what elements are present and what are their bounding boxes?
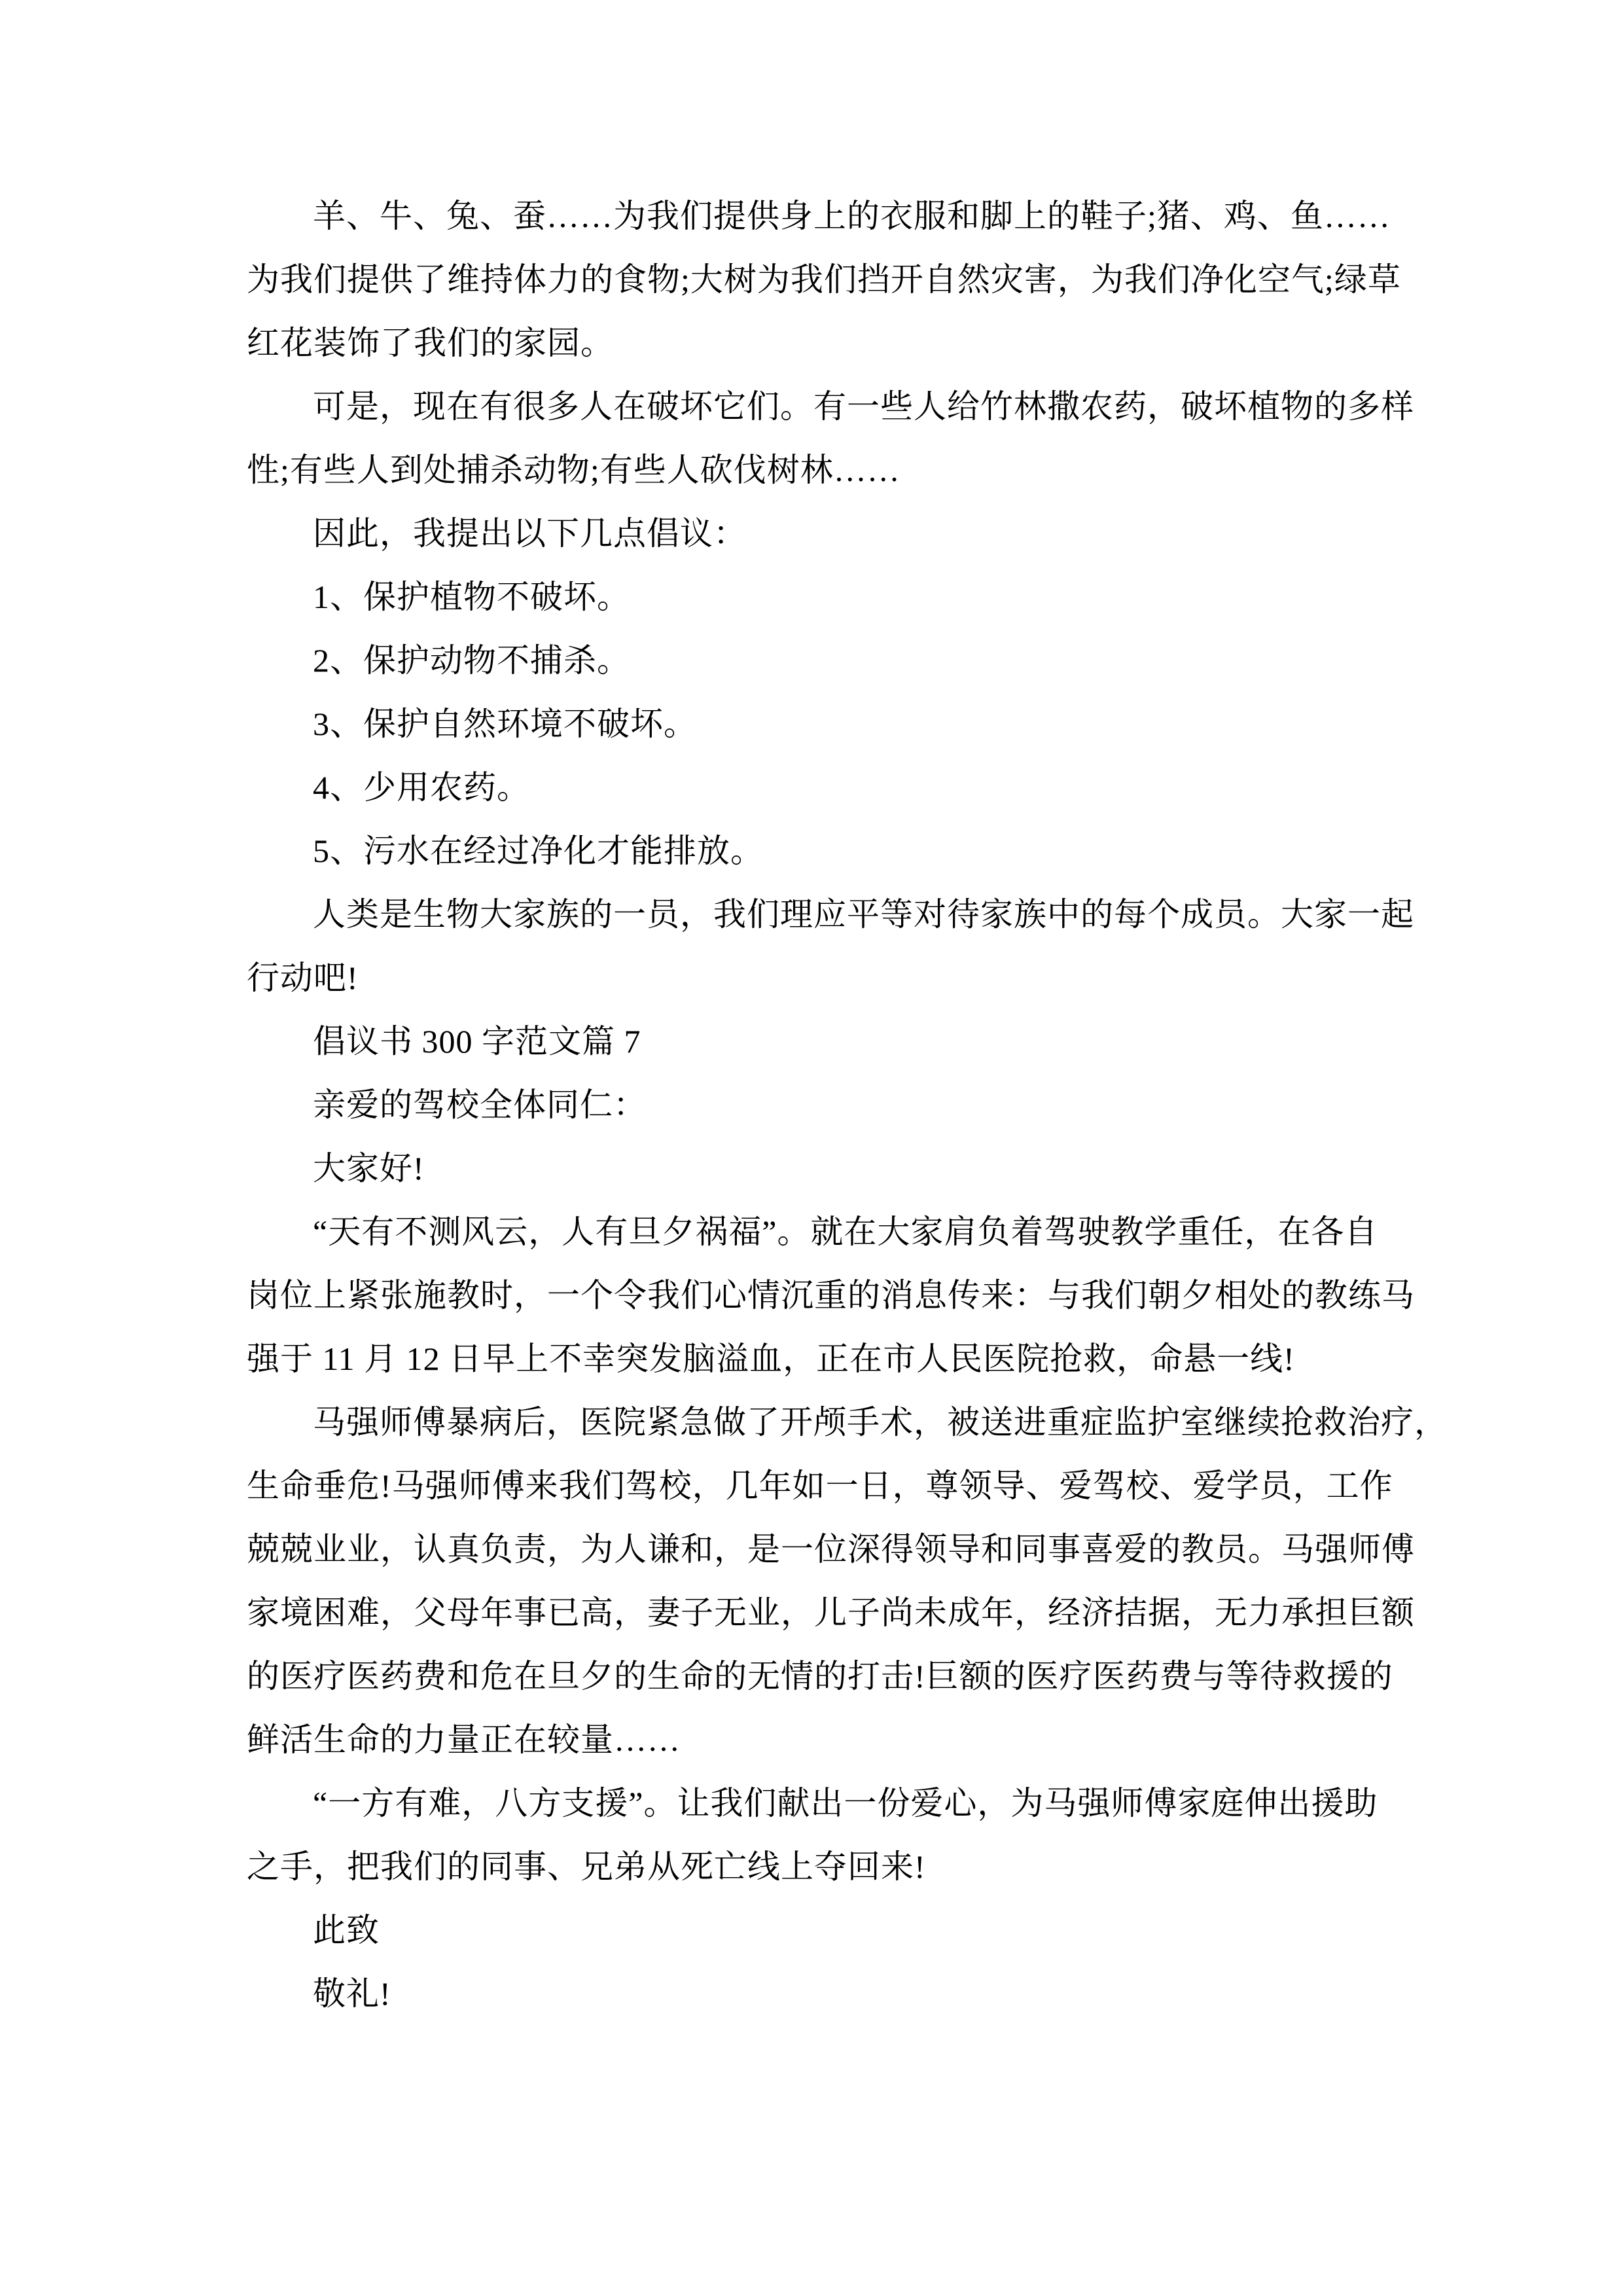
text-line: “天有不测风云，人有旦夕祸福”。就在大家肩负着驾驶教学重任，在各自 <box>313 1213 1378 1250</box>
text-line: 红花装饰了我们的家园。 <box>247 325 614 361</box>
text-line: 生命垂危!马强师傅来我们驾校，几年如一日，尊领导、爱驾校、爱学员，工作 <box>247 1467 1393 1504</box>
text-line: 鲜活生命的力量正在较量…… <box>247 1721 681 1758</box>
text-line: 亲爱的驾校全体同仁： <box>313 1086 647 1123</box>
text-line: 因此，我提出以下几点倡议： <box>313 515 747 552</box>
text-line: 强于 11 月 12 日早上不幸突发脑溢血，正在市人民医院抢救，命悬一线! <box>247 1340 1295 1377</box>
document-body <box>247 185 1448 2026</box>
text-line: 为我们提供了维持体力的食物;大树为我们挡开自然灾害，为我们净化空气;绿草 <box>247 261 1401 298</box>
text-line: 1、保护植物不破坏。 <box>313 579 630 615</box>
text-line: 羊、牛、兔、蚕……为我们提供身上的衣服和脚上的鞋子;猪、鸡、鱼…… <box>313 198 1391 234</box>
text-line: 性;有些人到处捕杀动物;有些人砍伐树林…… <box>247 452 901 488</box>
text-line: 马强师傅暴病后，医院紧急做了开颅手术，被送进重症监护室继续抢救治疗， <box>313 1404 1448 1441</box>
text-line: 行动吧! <box>247 960 359 996</box>
text-line: 家境困难，父母年事已高，妻子无业，儿子尚未成年，经济拮据，无力承担巨额 <box>247 1594 1415 1631</box>
text-line: 此致 <box>313 1912 380 1948</box>
text-line: 3、保护自然环境不破坏。 <box>313 706 697 742</box>
text-line: 倡议书 300 字范文篇 7 <box>313 1023 641 1060</box>
text-line: “一方有难，八方支援”。让我们献出一份爱心，为马强师傅家庭伸出援助 <box>313 1785 1378 1821</box>
text-line: 敬礼! <box>313 1975 391 2012</box>
text-line: 可是，现在有很多人在破坏它们。有一些人给竹林撒农药，破坏植物的多样 <box>313 388 1414 425</box>
text-line: 5、污水在经过净化才能排放。 <box>313 833 764 869</box>
text-line: 大家好! <box>313 1150 425 1187</box>
text-line: 2、保护动物不捕杀。 <box>313 642 630 679</box>
text-line: 之手，把我们的同事、兄弟从死亡线上夺回来! <box>247 1848 926 1885</box>
text-line: 人类是生物大家族的一员，我们理应平等对待家族中的每个成员。大家一起 <box>313 896 1414 933</box>
text-line: 4、少用农药。 <box>313 769 530 806</box>
text-line: 岗位上紧张施教时，一个令我们心情沉重的消息传来：与我们朝夕相处的教练马 <box>247 1277 1415 1314</box>
text-line: 兢兢业业，认真负责，为人谦和，是一位深得领导和同事喜爱的教员。马强师傅 <box>247 1531 1415 1568</box>
text-line: 的医疗医药费和危在旦夕的生命的无情的打击!巨额的医疗医药费与等待救援的 <box>247 1658 1393 1695</box>
